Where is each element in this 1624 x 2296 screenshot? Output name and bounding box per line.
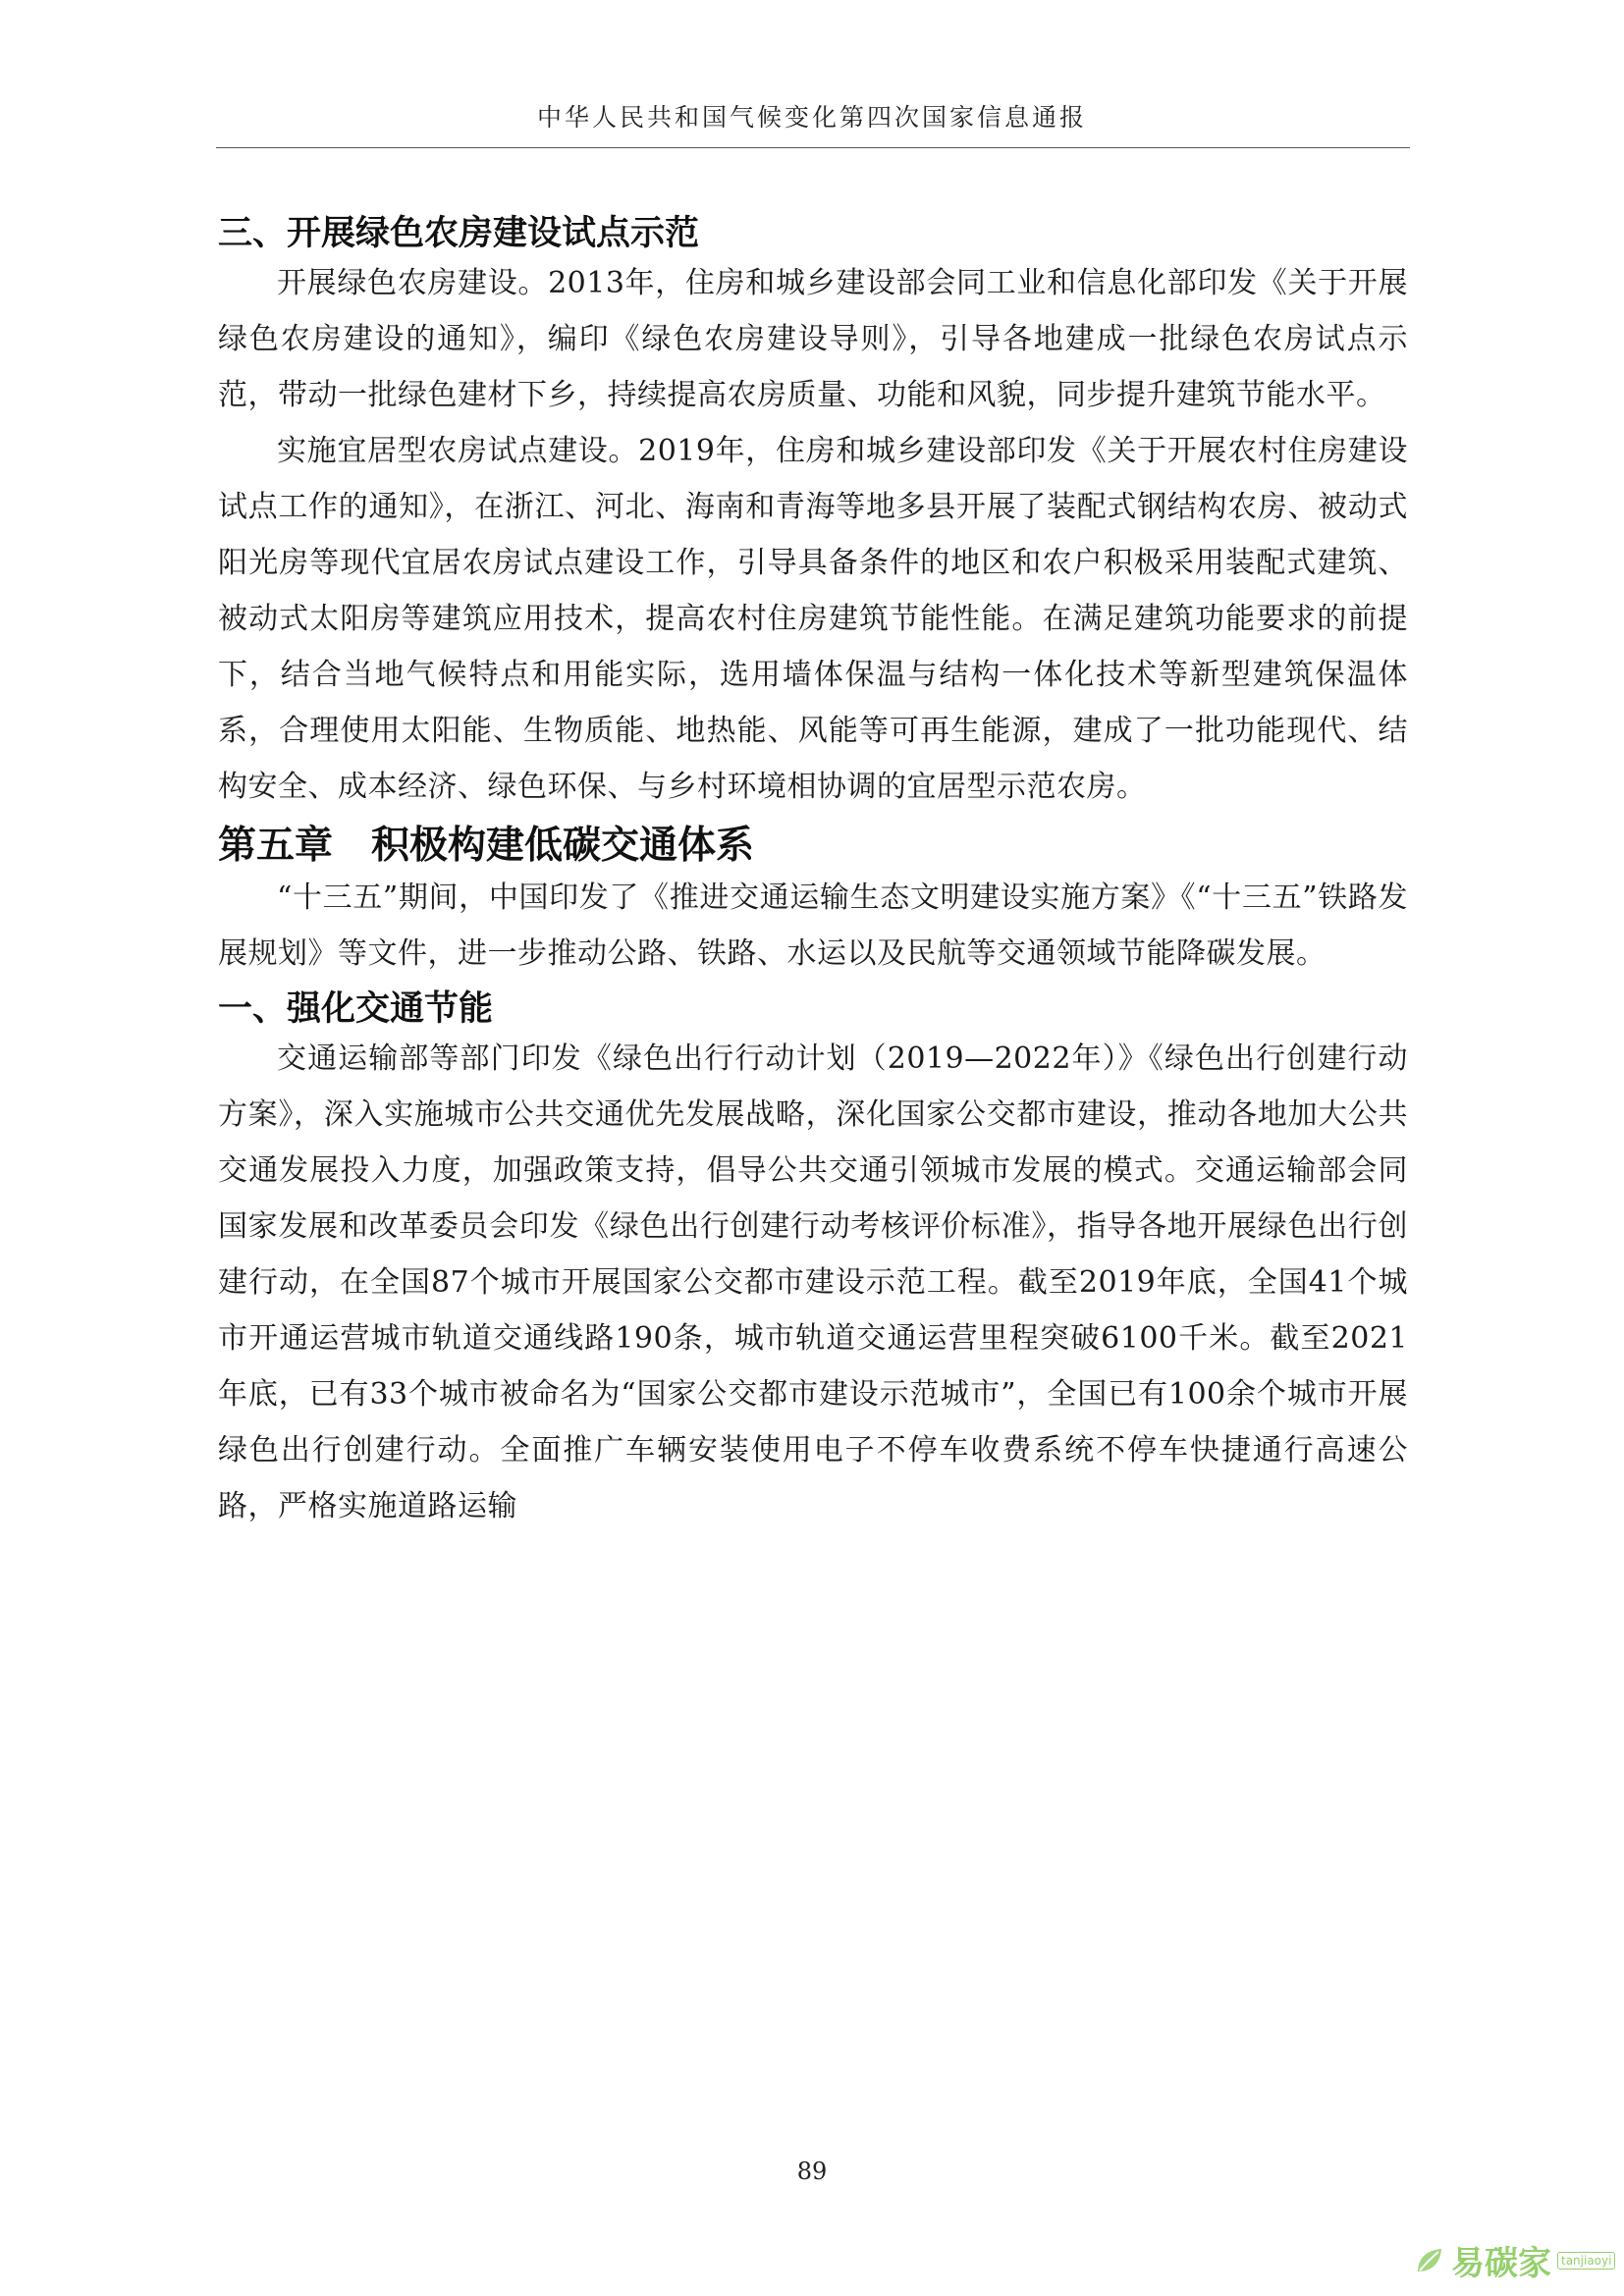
section-heading-green-rural-housing: 三、开展绿色农房建设试点示范 <box>218 214 700 253</box>
header-divider <box>216 147 1410 148</box>
watermark-domain-text: tanjiaoyi <box>1557 2252 1615 2269</box>
paragraph-chapter-intro: “十三五”期间，中国印发了《推进交通运输生态文明建设实施方案》《“十三五”铁路发展规划》等文件，进一步推动公路、铁路、水运以及民航等交通领域节能降碳发展。 <box>218 881 1408 971</box>
watermark <box>1412 2236 1615 2284</box>
paragraph-livable-rural-housing: 实施宜居型农房试点建设。2019年，住房和城乡建设部印发《关于开展农村住房建设试点工作的通知》，在浙江、河北、海南和青海等地多县开展了装配式钢结构农房、被动式阳光房等现代宜居农房试点建设工作，引导具备条件的地区和农户积极采用装配式建筑、被动式太阳房等建筑应用技术，提高农村住房建筑节能性能。在满足建筑功能要求的前提下，结合当地气候特点和用能实际，选用墙体保温与结构一体化技术等新型建筑保温体系，合理使用太阳能、生物质能、地热能、风能等可再生能源，建成了一批功能现代、结构安全、成本经济、绿色环保、与乡村环境相协调的宜居型示范农房。 <box>218 434 1408 804</box>
section-heading-transport-energy-saving: 一、强化交通节能 <box>218 989 494 1029</box>
page-body <box>218 206 1408 1534</box>
leaf-logo-icon <box>1412 2244 1445 2277</box>
paragraph-green-travel: 交通运输部等部门印发《绿色出行行动计划（2019—2022年）》《绿色出行创建行动方案》，深入实施城市公共交通优先发展战略，深化国家公交都市建设，推动各地加大公共交通发展投入力度，加强政策支持，倡导公共交通引领城市发展的模式。交通运输部会同国家发展和改革委员会印发《绿色出行创建行动考核评价标准》，指导各地开展绿色出行创建行动，在全国87个城市开展国家公交都市建设示范工程。截至2019年底，全国41个城市开通运营城市轨道交通线路190条，城市轨道交通运营里程突破6100千米。截至2021年底，已有33个城市被命名为“国家公交都市建设示范城市”，全国已有100余个城市开展绿色出行创建行动。全面推广车辆安装使用电子不停车收费系统不停车快捷通行高速公路，严格实施道路运输 <box>218 1041 1408 1523</box>
chapter-heading-low-carbon-transport: 第五章 积极构建低碳交通体系 <box>218 824 755 868</box>
paragraph-green-rural-housing: 开展绿色农房建设。2013年，住房和城乡建设部会同工业和信息化部印发《关于开展绿色农房建设的通知》，编印《绿色农房建设导则》，引导各地建成一批绿色农房试点示范，带动一批绿色建材下乡，持续提高农房质量、功能和风貌，同步提升建筑节能水平。 <box>218 266 1408 412</box>
watermark-brand-text: 易碳家 <box>1451 2244 1551 2283</box>
running-header: 中华人民共和国气候变化第四次国家信息通报 <box>536 103 1087 132</box>
page-number: 89 <box>796 2158 828 2185</box>
